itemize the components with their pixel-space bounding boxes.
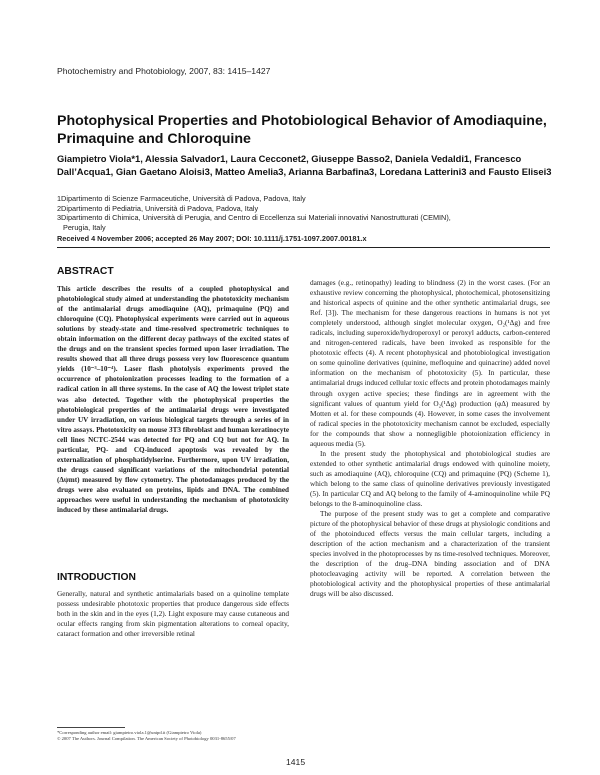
article-title: Photophysical Properties and Photobiological Behavior of Amodiaquine, Primaquine and Chloroquine: [57, 113, 547, 147]
affiliation-2: 2Dipartimento di Pediatria, Università di Padova, Padova, Italy: [57, 203, 259, 213]
right-column: [310, 278, 550, 600]
affiliation-3-city: Perugia, Italy: [63, 222, 106, 232]
right-column-paragraph: damages (e.g., retinopathy) leading to blindness (2) in the worst cases. (For an exhaustive review concerning the photophysical, photochemical, photosensitizing and historical aspects of quinine and the other synthetic antimalarial drugs, see Ref. [3]). The mechanism for these dangerous reactions in humans is not yet completely understood, although singlet molecular oxygen, O₂(¹Δg) and free radicals, including superoxide/hydroperoxyl or peroxyl adducts, carbon-centered and nitrogen-centered radicals, have been invoked as responsible for the phototoxic effects (4). A recent photophysical and photobiological investigation on some quinoline derivatives (quinine, mefloquine and quinacrine) added novel information on the mechanism of phototoxicity (5). In particular, these antimalarial drugs induced cellular toxic effects and protein photodamages mainly through oxygen active species; these findings are in agreement with the significant values of quantum yield for O₂(¹Δg) production (φΔ) measured by Motten et al. for these compounds (4). However, in some cases the involvement of radical species in the phototoxicity mechanism cannot be excluded, especially for the compounds that show a nonnegligible photoionization efficiency in aqueous media (5).: [310, 278, 550, 448]
right-column-paragraph: The purpose of the present study was to get a complete and comparative picture of the photophysical behavior of these drugs at physiologic conditions and of the photoinduced effects versus the main cellular targets, including a description of the action mechanism and a characterization of the transient species involved in the photoprocesses by ns time-resolved techniques. Moreover, the description of the drug–DNA binding association and of DNA photocleavaging activity will be reported. A correlation between the photobiological activity and the photophysical properties of these antimalarial drugs will be also discussed.: [310, 509, 550, 599]
copyright-footnote: © 2007 The Authors. Journal Compilation. The American Society of Photobiology 0031-8655/07: [57, 736, 236, 742]
author-list: Giampietro Viola*1, Alessia Salvador1, Laura Cecconet2, Giuseppe Basso2, Daniela Vedaldi1, Francesco Dall’Acqua1, Gian Gaetano Aloisi3, Matteo Amelia3, Arianna Barbafina3, Loredana Latterini3 and Fausto Elisei3: [57, 153, 552, 177]
header-rule: [57, 247, 550, 248]
affiliations: [57, 194, 557, 232]
affiliation-3: 3Dipartimento di Chimica, Università di Perugia, and Centro di Eccellenza sui Materiali innovativi Nanostrutturati (CEMIN),: [57, 213, 451, 223]
abstract-heading: ABSTRACT: [57, 266, 114, 277]
footnote-rule: [57, 727, 125, 728]
introduction-heading: INTRODUCTION: [57, 572, 136, 583]
affiliation-1: 1Dipartimento di Scienze Farmaceutiche, Università di Padova, Padova, Italy: [57, 194, 306, 203]
right-column-paragraph: In the present study the photophysical and photobiological studies are extended to other synthetic antimalarial drugs endowed with quinoline moiety, such as amodiaquine (AQ), chloroquine (CQ) and primaquine (PQ) (Scheme 1), which belong to the same class of quinoline derivatives previously investigated (5). In particular CQ and AQ belong to the family of 4-aminoquinoline while PQ belongs to the 8-aminoquinoline class.: [310, 448, 550, 509]
received-dates: Received 4 November 2006; accepted 26 May 2007; DOI: 10.1111/j.1751-1097.2007.00181.x: [57, 234, 367, 243]
journal-header: Photochemistry and Photobiology, 2007, 83: 1415–1427: [57, 66, 271, 76]
footnotes: [57, 730, 292, 742]
introduction-text: Generally, natural and synthetic antimalarials based on a quinoline template possess undesirable phototoxic properties that produce dangerous side effects both in the skin and in the eyes (1,2). Light exposure may cause cutaneous and ocular effects ranging from skin pigmentation alterations to corneal opacity, cataract formation and other irreversible retinal: [57, 589, 289, 639]
page-number: 1415: [286, 757, 306, 767]
corresponding-author-footnote: *Corresponding author email: giampietro.viola.1@unipd.it (Giampietro Viola): [57, 730, 202, 735]
abstract-text: This article describes the results of a coupled photophysical and photobiological study aimed at understanding the phototoxicity mechanism of the antimalarial drugs amodiaquine (AQ), primaquine (PQ) and chloroquine (CQ). Photophysical experiments were carried out in aqueous solutions by steady-state and time-resolved spectrometric techniques to obtain information on the different decay pathways of the excited states of the drugs and on the transient species formed upon laser irradiation. The results showed that all three drugs possess very low fluorescence quantum yields (10⁻³–10⁻⁴). Laser flash photolysis experiments proved the occurrence of photoionization processes leading to the formation of a radical cation in all three systems. In the case of AQ the lowest triplet state was also detected. Together with the photophysical properties the photobiological properties of the antimalarial drugs were investigated under UV irradiation, on various biological targets through a series of in vitro assays. Phototoxicity on mouse 3T3 fibroblast and human keratinocyte cell lines NCTC-2544 was detected for PQ and CQ but not for AQ. In particular, PQ- and CQ-induced apoptosis was revealed by the externalization of phosphatidylserine. Furthermore, upon UV irradiation, the drugs caused significant variations of the mitochondrial potential (Δψmt) measured by flow cytometry. The photodamages produced by the drugs were also evaluated on proteins, lipids and DNA. The combined approaches were useful in understanding the mechanism of phototoxicity induced by these antimalarial drugs.: [57, 285, 289, 515]
